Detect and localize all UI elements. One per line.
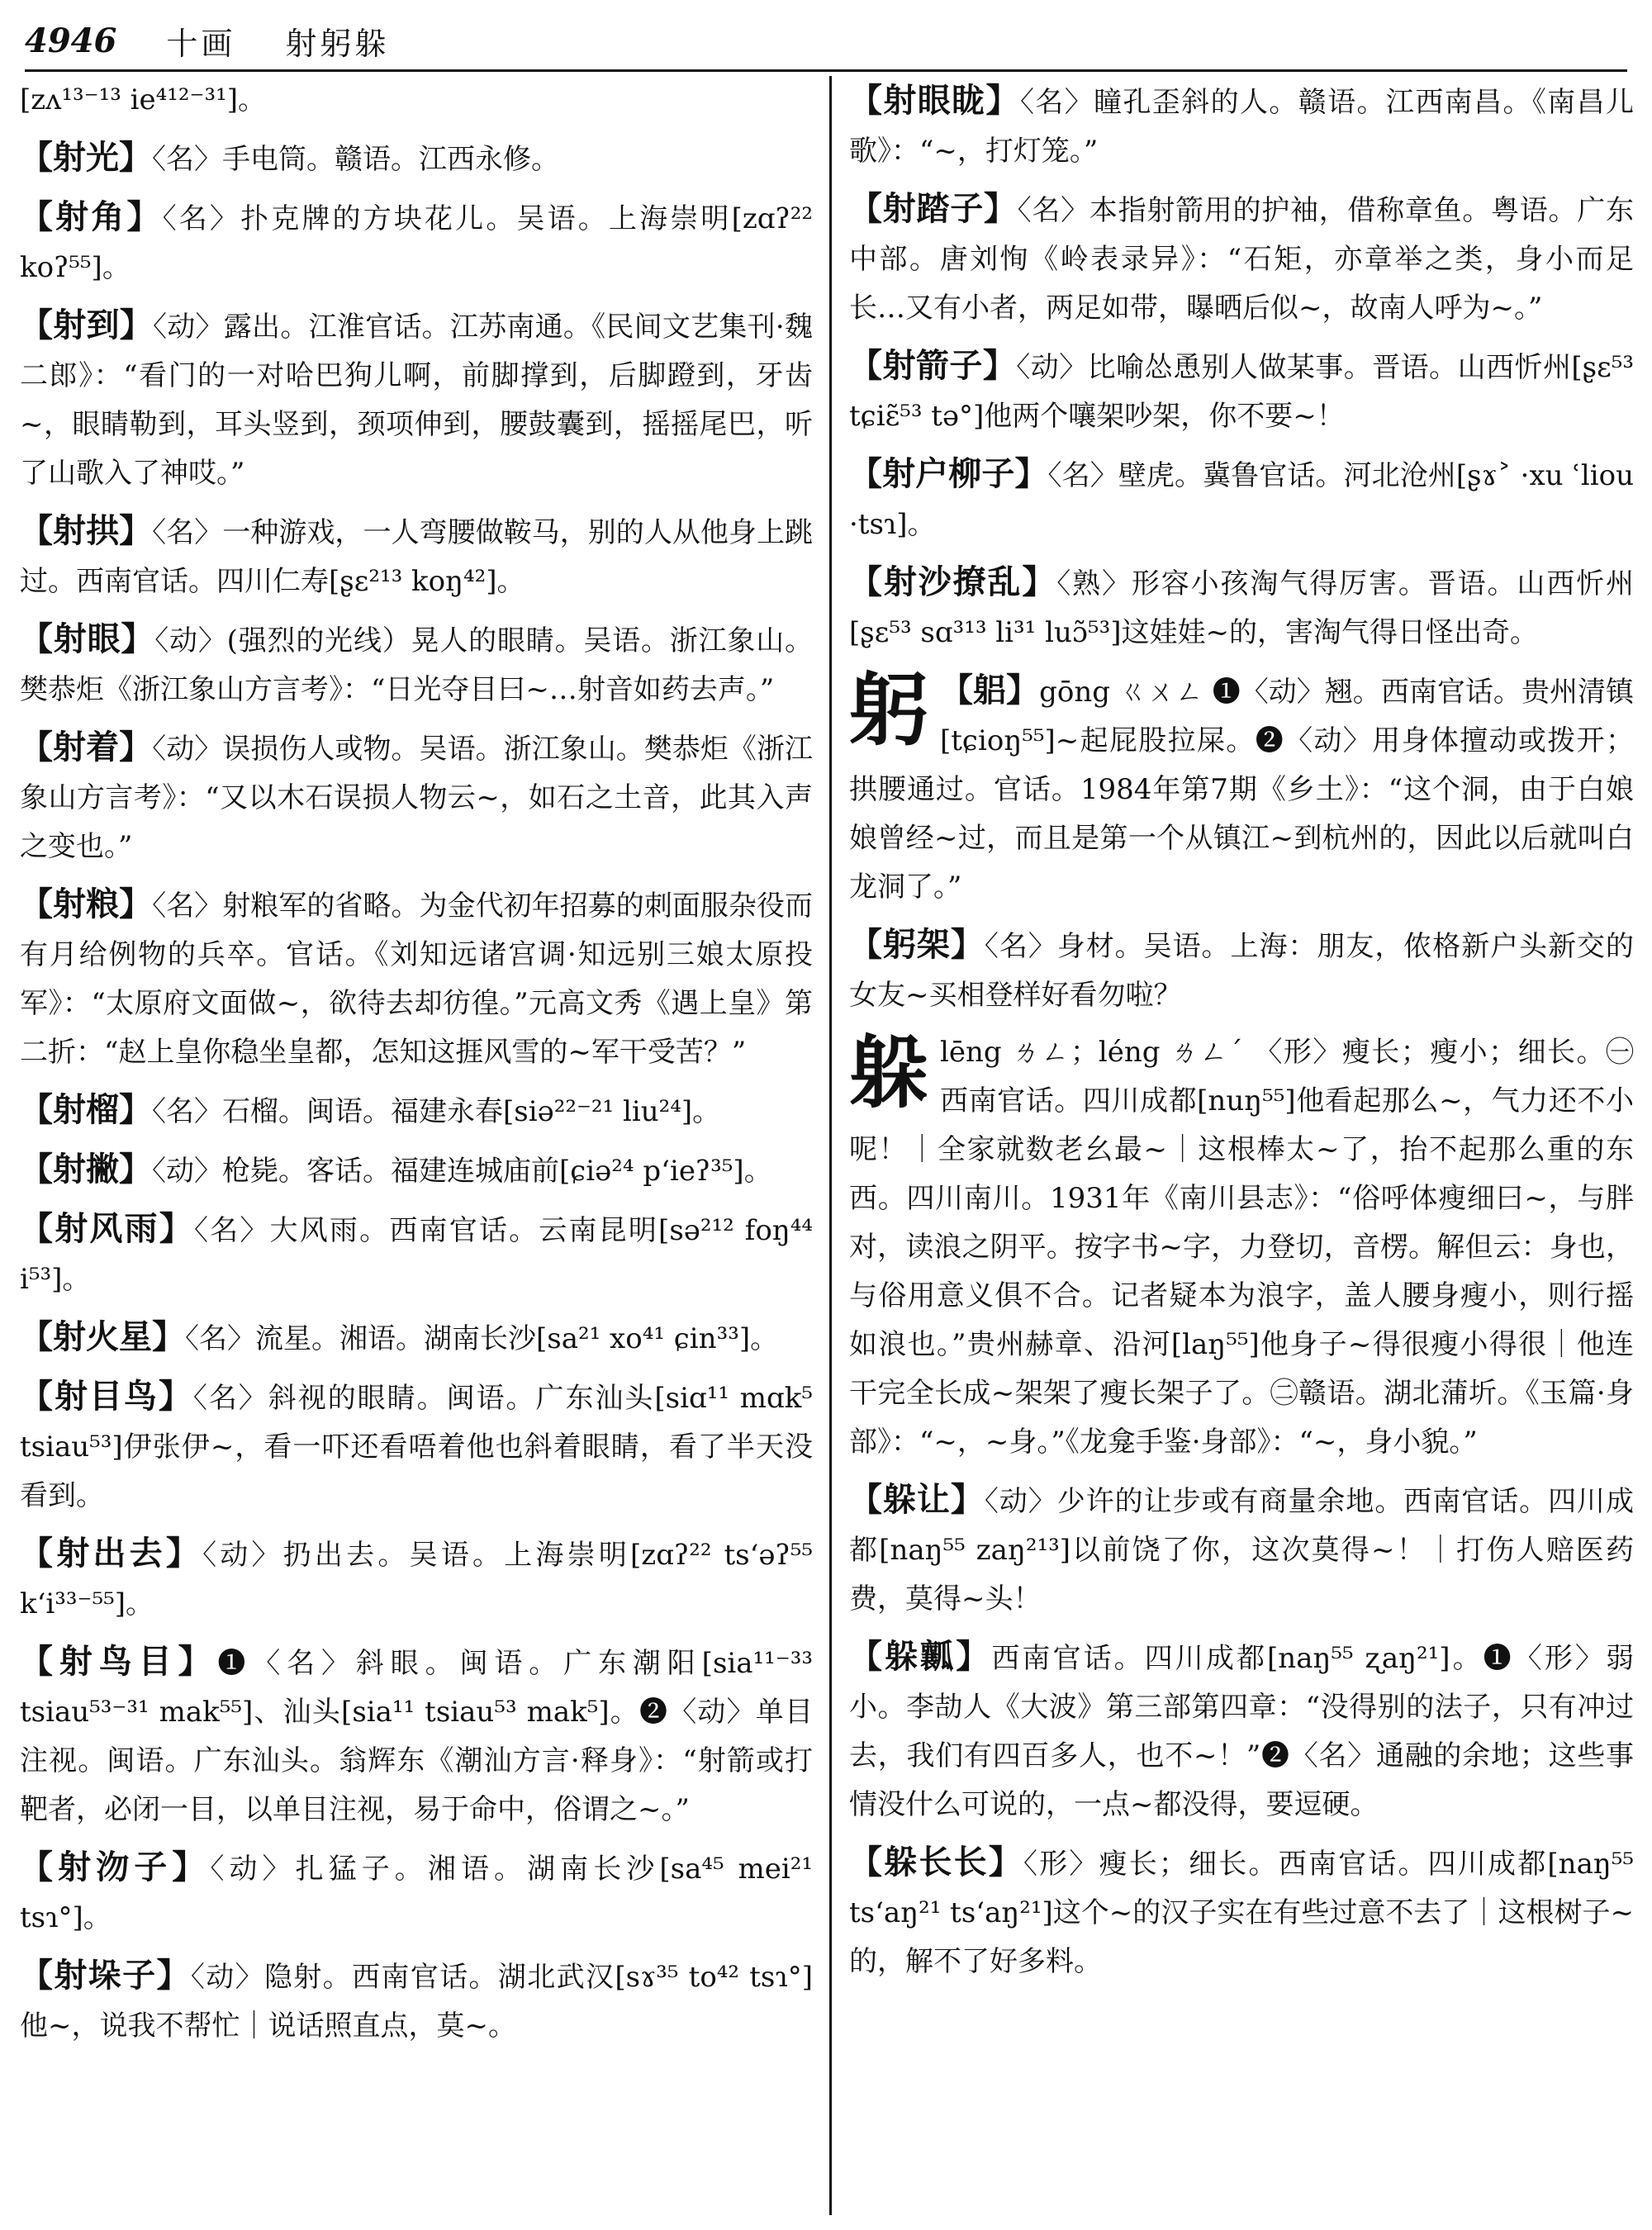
chapter-label: 十画 (166, 25, 236, 62)
dictionary-entry (20, 1312, 813, 1364)
entry-headword: 【射沙撩乱】 (849, 562, 1057, 601)
left-column (20, 76, 813, 2215)
dictionary-entry (20, 1843, 813, 1943)
entry-headword: 【射眼眬】 (849, 81, 1020, 120)
head-characters: 射躬躲 (285, 25, 390, 62)
character-headword: 躬 (849, 663, 928, 757)
entry-headword: 【射出去】 (20, 1534, 203, 1573)
entry-headword: 【射户柳子】 (849, 454, 1048, 493)
entry-headword: 【躬架】 (849, 925, 985, 964)
dictionary-entry (20, 1204, 813, 1304)
entry-headword: 【射拱】 (20, 511, 153, 550)
entry-headword: 【射箭子】 (849, 346, 1017, 385)
entry-continuation (20, 76, 813, 125)
dictionary-entry (20, 301, 813, 498)
entry-headword: 【射到】 (20, 306, 154, 344)
dictionary-entry (20, 723, 813, 871)
dictionary-entry (849, 449, 1634, 549)
entry-headword: 【躲让】 (849, 1480, 985, 1519)
entry-text: 〈名〉流星。湘语。湖南长沙[sa²¹ xo⁴¹ ɕin³³]。 (185, 1322, 779, 1355)
entry-text: 〈名〉斜视的眼睛。闽语。广东汕头[siɑ¹¹ mɑk⁵ tsiau⁵³]伊张伊~，看一吓还看唔着他也斜着眼睛，看了半天没看到。 (20, 1382, 813, 1512)
dictionary-entry (849, 184, 1634, 333)
entry-text: lēng ㄌㄥ；léng ㄌㄥˊ 〈形〉瘦长；瘦小；细长。㊀西南官话。四川成都[nuŋ⁵⁵]他看起那么~，气力还不小呢！｜全家就数老幺最~｜这根棒太~了，抬不起那么重的东西。四川南川。1931年《南川县志》：“俗呼体瘦细曰~，与胖对，读浪之阴平。按字书~字，力登切，音楞。解但云：身也，与俗用意义俱不合。记者疑本为浪字，盖人腰身瘦小，则行摇如浪也。”贵州赫章、沿河[laŋ⁵⁵]他身子~得很瘦小得很｜他连干完全长成~架架了瘦长架子了。㊁赣语。湖北蒲圻。《玉篇·身部》：“~，~身。”《龙龛手鉴·身部》：“~，身小貌。” (849, 1036, 1634, 1459)
entry-headword: 【射风雨】 (20, 1209, 194, 1248)
entry-text: 〈动〉隐射。西南官话。湖北武汉[sɤ³⁵ to⁴² tsɿ°]他~，说我不帮忙｜说话照直点，莫~。 (20, 1961, 813, 2043)
entry-text: 〈名〉身材。吴语。上海：朋友，侬格新户头新交的女友~买相登样好看勿啦？ (849, 930, 1634, 1012)
entry-text: 〈名〉扑克牌的方块花儿。吴语。上海崇明[zɑʔ²² koʔ⁵⁵]。 (20, 202, 813, 284)
entry-text: 〈动〉枪毙。客话。福建连城庙前[ɕiə²⁴ pʻieʔ³⁵]。 (152, 1155, 772, 1188)
dictionary-entry (20, 880, 813, 1077)
dictionary-entry (849, 1028, 1634, 1467)
dictionary-entry (849, 558, 1634, 657)
page-header (25, 12, 1627, 72)
dictionary-entry (849, 920, 1634, 1020)
entry-text: 〈动〉(强烈的光线）晃人的眼睛。吴语。浙江象山。樊恭炬《浙江象山方言考》：“日光夺目曰~…射音如药去声。” (20, 624, 813, 706)
character-headword: 躲 (849, 1026, 928, 1119)
entry-headword: 【射鸟目】 (20, 1642, 218, 1681)
entry-text: gōng ㄍㄨㄥ ❶〈动〉翘。西南官话。贵州清镇[tɕioŋ⁵⁵]~起屁股拉屎。❷〈动〉用身体擅动或拨开；拱腰通过。官话。1984年第7期《乡土》：“这个洞，由于白娘娘曾经~过，而且是第一个从镇江~到杭州的，因此以后就叫白龙洞了。” (849, 676, 1634, 904)
dictionary-entry (20, 1372, 813, 1521)
entry-headword: 【射粮】 (20, 885, 153, 923)
entry-text: ❶〈名〉斜眼。闽语。广东潮阳[sia¹¹⁻³³ tsiau⁵³⁻³¹ mak⁵⁵]、汕头[sia¹¹ tsiau⁵³ mak⁵]。❷〈动〉单目注视。闽语。广东汕头。翁辉东《潮汕方言·释身》：“射箭或打靶者，必闭一目，以单目注视，易于命中，俗谓之~。” (20, 1647, 813, 1826)
entry-text: 〈名〉本指射箭用的护袖，借称章鱼。粤语。广东中部。唐刘恂《岭表录异》：“石矩，亦章举之类，身小而足长…又有小者，两足如带，曝晒后似~，故南人呼为~。” (849, 194, 1634, 325)
dictionary-entry (20, 1951, 813, 2051)
dictionary-entry (20, 133, 813, 184)
dictionary-entry (20, 1085, 813, 1136)
entry-text: 〈熟〉形容小孩淘气得厉害。晋语。山西忻州[ʂɛ⁵³ sɑ³¹³ li³¹ luɔ̃⁵³]这娃娃~的，害淘气得日怪出奇。 (849, 567, 1634, 649)
entry-headword: 【射沕子】 (20, 1848, 211, 1886)
entry-headword: 【射目鸟】 (20, 1377, 193, 1416)
entry-headword: 【躲长长】 (849, 1843, 1023, 1881)
entry-headword: 【射火星】 (20, 1317, 185, 1356)
entry-text: 〈名〉手电筒。赣语。江西永修。 (152, 143, 559, 176)
dictionary-entry (20, 1637, 813, 1834)
entry-text: 〈名〉一种游戏，一人弯腰做鞍马，别的人从他身上跳过。西南官话。四川仁寿[ʂɛ²¹³ koŋ⁴²]。 (20, 516, 813, 598)
entry-headword: 【射光】 (20, 138, 152, 177)
dictionary-entry (20, 1529, 813, 1629)
right-column (849, 76, 1634, 2215)
entry-text: 〈动〉比喻怂恿别人做某事。晋语。山西忻州[ʂɛ⁵³ tɕiɛ̃⁵³ tə°]他两个嚷架吵架，你不要~！ (849, 351, 1634, 433)
dictionary-entry (849, 1632, 1634, 1829)
entry-text: 〈动〉扎猛子。湘语。湖南长沙[sa⁴⁵ mei²¹ tsɿ°]。 (20, 1853, 813, 1934)
dictionary-entry (849, 341, 1634, 441)
dictionary-entry (20, 614, 813, 714)
entry-headword: 【射角】 (20, 197, 163, 236)
entry-text: 〈名〉大风雨。西南官话。云南昆明[sə²¹² foŋ⁴⁴ i⁵³]。 (20, 1214, 813, 1296)
dictionary-entry (849, 1838, 1634, 1986)
entry-headword: 【射眼】 (20, 619, 155, 658)
entry-headword: 【射着】 (20, 728, 153, 766)
entry-headword: 【躲瓤】 (849, 1637, 992, 1676)
entry-text: 西南官话。四川成都[naŋ⁵⁵ ʐaŋ²¹]。❶〈形〉弱小。李劼人《大波》第三部第四章：“没得别的法子，只有冲过去，我们有四百多人，也不~！”❷〈名〉通融的余地；这些事情没什么可说的，一点~都没得，要逗硬。 (849, 1642, 1634, 1821)
dictionary-entry (849, 1475, 1634, 1624)
dictionary-entry (849, 76, 1634, 176)
column-divider (829, 76, 832, 2215)
entry-text: 〈名〉石榴。闽语。福建永春[siə²²⁻²¹ liu²⁴]。 (152, 1095, 721, 1128)
entry-text: 〈动〉露出。江淮官话。江苏南通。《民间文艺集刊·魏二郎》：“看门的一对哈巴狗儿啊，前脚撑到，后脚蹬到，牙齿~，眼睛勒到，耳头竖到，颈项伸到，腰鼓囊到，摇摇尾巴，听了山歌入了神哎。” (20, 311, 813, 490)
entry-text: [zʌ¹³⁻¹³ ie⁴¹²⁻³¹]。 (20, 83, 267, 116)
dictionary-entry (849, 663, 1634, 912)
entry-text: 〈形〉瘦长；细长。西南官话。四川成都[naŋ⁵⁵ tsʻaŋ²¹ tsʻaŋ²¹]这个~的汉子实在有些过意不去了｜这根树子~的，解不了好多料。 (849, 1848, 1634, 1978)
entry-headword: 【射垛子】 (20, 1956, 191, 1995)
entry-headword: 【射撇】 (20, 1150, 152, 1189)
dictionary-entry (20, 192, 813, 292)
variant-headword: 【躳】 (940, 671, 1040, 709)
entry-text: 〈动〉误损伤人或物。吴语。浙江象山。樊恭炬《浙江象山方言考》：“又以木石误损人物云~，如石之土音，此其入声之变也。” (20, 733, 813, 863)
dictionary-entry (20, 506, 813, 606)
page-number: 4946 (25, 21, 117, 60)
entry-text: 〈动〉扔出去。吴语。上海崇明[zɑʔ²² tsʻəʔ⁵⁵ kʻi³³⁻⁵⁵]。 (20, 1539, 813, 1620)
entry-text: 〈动〉少许的让步或有商量余地。西南官话。四川成都[naŋ⁵⁵ zaŋ²¹³]以前饶了你，这次莫得~！｜打伤人赔医药费，莫得~头！ (849, 1485, 1634, 1616)
dictionary-entry (20, 1145, 813, 1196)
entry-headword: 【射榴】 (20, 1090, 152, 1129)
entry-text: 〈名〉射粮军的省略。为金代初年招募的刺面服杂役而有月给例物的兵卒。官话。《刘知远诸宫调·知远别三娘太原投军》：“太原府文面做~，欲待去却彷徨。”元高文秀《遇上皇》第二折：“赵上皇你稳坐皇都，怎知这捱风雪的~军干受苦？” (20, 890, 813, 1069)
entry-headword: 【射踏子】 (849, 189, 1018, 228)
entry-text: 〈名〉壁虎。冀鲁官话。河北沧州[ʂɤ˃ ·xu ʿliou ·tsɿ]。 (849, 459, 1634, 541)
entry-text: 〈名〉瞳孔歪斜的人。赣语。江西南昌。《南昌儿歌》：“~，打灯笼。” (849, 86, 1634, 168)
